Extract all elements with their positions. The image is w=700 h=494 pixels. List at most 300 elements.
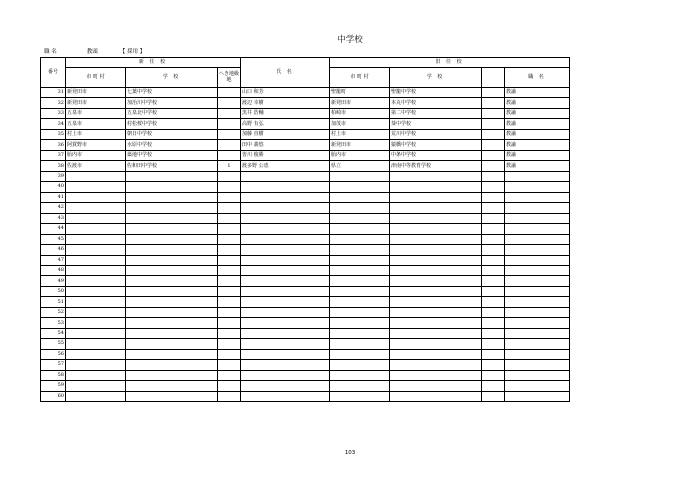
old-school-cell: 本丸中学校 bbox=[390, 98, 482, 108]
table-row bbox=[41, 171, 570, 181]
remote-cell bbox=[218, 328, 241, 338]
old-remote-cell bbox=[482, 150, 505, 160]
table-row bbox=[41, 108, 570, 118]
position-cell bbox=[505, 224, 570, 234]
new-school-cell bbox=[126, 203, 218, 213]
remote-cell: 1 bbox=[218, 161, 241, 171]
name-cell: 皆川 俊勝 bbox=[241, 150, 330, 160]
remote-cell bbox=[218, 349, 241, 359]
new-city-cell bbox=[66, 234, 126, 244]
old-remote-cell bbox=[482, 255, 505, 265]
remote-cell bbox=[218, 108, 241, 118]
old-remote-cell bbox=[482, 192, 505, 202]
old-city-cell: 聖籠町 bbox=[330, 88, 390, 98]
remote-cell bbox=[218, 119, 241, 129]
new-school-cell: 朝日中学校 bbox=[126, 129, 218, 139]
name-cell: 田中 義悠 bbox=[241, 140, 330, 150]
number-cell: 31 bbox=[41, 88, 66, 98]
old-school-cell bbox=[390, 182, 482, 192]
old-school-cell bbox=[390, 339, 482, 349]
old-remote-cell bbox=[482, 88, 505, 98]
header-row-1 bbox=[41, 58, 570, 68]
header-old-school: 旧 任 校 bbox=[330, 58, 570, 68]
table-row bbox=[41, 192, 570, 202]
old-city-cell: 柏崎市 bbox=[330, 108, 390, 118]
old-city-cell bbox=[330, 307, 390, 317]
header-old-remote-blank bbox=[482, 68, 505, 88]
table-row bbox=[41, 98, 570, 108]
new-school-cell bbox=[126, 360, 218, 370]
new-school-cell bbox=[126, 349, 218, 359]
position-cell bbox=[505, 255, 570, 265]
new-school-cell: 佐和田中学校 bbox=[126, 161, 218, 171]
number-cell: 52 bbox=[41, 307, 66, 317]
position-cell bbox=[505, 370, 570, 380]
old-city-cell bbox=[330, 297, 390, 307]
new-city-cell: 五泉市 bbox=[66, 108, 126, 118]
number-cell: 57 bbox=[41, 360, 66, 370]
old-remote-cell bbox=[482, 286, 505, 296]
new-city-cell: 佐渡市 bbox=[66, 161, 126, 171]
old-school-cell bbox=[390, 265, 482, 275]
remote-cell bbox=[218, 318, 241, 328]
old-city-cell bbox=[330, 213, 390, 223]
old-remote-cell bbox=[482, 140, 505, 150]
header-remote-area: へき地級地 bbox=[218, 68, 241, 88]
position-cell: 教諭 bbox=[505, 161, 570, 171]
remote-cell bbox=[218, 307, 241, 317]
old-city-cell bbox=[330, 255, 390, 265]
position-cell bbox=[505, 307, 570, 317]
page-title: 中学校 bbox=[337, 35, 363, 45]
name-cell bbox=[241, 349, 330, 359]
old-school-cell bbox=[390, 360, 482, 370]
old-school-cell: 猿橋中学校 bbox=[390, 140, 482, 150]
number-cell: 39 bbox=[41, 171, 66, 181]
position-cell: 教諭 bbox=[505, 119, 570, 129]
name-cell bbox=[241, 276, 330, 286]
new-city-cell bbox=[66, 328, 126, 338]
old-school-cell bbox=[390, 349, 482, 359]
number-cell: 59 bbox=[41, 381, 66, 391]
remote-cell bbox=[218, 370, 241, 380]
position-cell bbox=[505, 381, 570, 391]
old-remote-cell bbox=[482, 171, 505, 181]
new-school-cell bbox=[126, 265, 218, 275]
remote-cell bbox=[218, 140, 241, 150]
table-row bbox=[41, 318, 570, 328]
new-school-cell bbox=[126, 224, 218, 234]
number-cell: 47 bbox=[41, 255, 66, 265]
old-school-cell bbox=[390, 318, 482, 328]
old-city-cell: 県立 bbox=[330, 161, 390, 171]
old-school-cell bbox=[390, 381, 482, 391]
number-cell: 49 bbox=[41, 276, 66, 286]
number-cell: 53 bbox=[41, 318, 66, 328]
number-cell: 37 bbox=[41, 150, 66, 160]
old-remote-cell bbox=[482, 245, 505, 255]
old-city-cell bbox=[330, 192, 390, 202]
new-school-cell: 築地中学校 bbox=[126, 150, 218, 160]
table-row bbox=[41, 276, 570, 286]
remote-cell bbox=[218, 98, 241, 108]
new-school-cell: 加治川中学校 bbox=[126, 98, 218, 108]
old-remote-cell bbox=[482, 328, 505, 338]
old-city-cell: 村上市 bbox=[330, 129, 390, 139]
new-city-cell bbox=[66, 286, 126, 296]
table-row bbox=[41, 360, 570, 370]
old-remote-cell bbox=[482, 349, 505, 359]
old-school-cell bbox=[390, 203, 482, 213]
new-city-cell bbox=[66, 245, 126, 255]
old-city-cell bbox=[330, 182, 390, 192]
remote-cell bbox=[218, 150, 241, 160]
old-remote-cell bbox=[482, 276, 505, 286]
new-city-cell bbox=[66, 192, 126, 202]
name-cell: 黒井 浩輔 bbox=[241, 108, 330, 118]
remote-cell bbox=[218, 276, 241, 286]
name-cell bbox=[241, 234, 330, 244]
table-row bbox=[41, 370, 570, 380]
remote-cell bbox=[218, 88, 241, 98]
position-cell: 教諭 bbox=[505, 98, 570, 108]
old-school-cell bbox=[390, 297, 482, 307]
old-remote-cell bbox=[482, 98, 505, 108]
name-cell bbox=[241, 245, 330, 255]
old-city-cell bbox=[330, 224, 390, 234]
old-school-cell: 津南中等教育学校 bbox=[390, 161, 482, 171]
position-cell: 教諭 bbox=[505, 129, 570, 139]
old-remote-cell bbox=[482, 182, 505, 192]
old-city-cell bbox=[330, 234, 390, 244]
new-city-cell: 五泉市 bbox=[66, 119, 126, 129]
new-school-cell bbox=[126, 318, 218, 328]
old-school-cell bbox=[390, 370, 482, 380]
old-remote-cell bbox=[482, 213, 505, 223]
table-row bbox=[41, 203, 570, 213]
old-remote-cell bbox=[482, 265, 505, 275]
new-city-cell bbox=[66, 318, 126, 328]
name-cell: 渡辺 幸樹 bbox=[241, 98, 330, 108]
old-city-cell bbox=[330, 265, 390, 275]
number-cell: 45 bbox=[41, 234, 66, 244]
old-school-cell: 第二中学校 bbox=[390, 108, 482, 118]
old-school-cell bbox=[390, 234, 482, 244]
old-remote-cell bbox=[482, 297, 505, 307]
new-school-cell: 水原中学校 bbox=[126, 140, 218, 150]
new-city-cell bbox=[66, 307, 126, 317]
name-cell bbox=[241, 213, 330, 223]
position-cell: 教諭 bbox=[505, 150, 570, 160]
new-city-cell bbox=[66, 171, 126, 181]
old-school-cell bbox=[390, 328, 482, 338]
roster-body bbox=[41, 88, 570, 402]
new-city-cell: 胎内市 bbox=[66, 150, 126, 160]
new-school-cell: 村松桜中学校 bbox=[126, 119, 218, 129]
name-cell bbox=[241, 381, 330, 391]
old-school-cell bbox=[390, 224, 482, 234]
table-row bbox=[41, 245, 570, 255]
position-cell bbox=[505, 349, 570, 359]
position-cell: 教諭 bbox=[505, 88, 570, 98]
header-old-municipality: 市 町 村 bbox=[330, 68, 390, 88]
old-city-cell bbox=[330, 171, 390, 181]
header-old-school-name: 学 校 bbox=[390, 68, 482, 88]
name-cell bbox=[241, 370, 330, 380]
new-city-cell bbox=[66, 182, 126, 192]
remote-cell bbox=[218, 213, 241, 223]
old-school-cell bbox=[390, 276, 482, 286]
number-cell: 38 bbox=[41, 161, 66, 171]
number-cell: 51 bbox=[41, 297, 66, 307]
new-city-cell bbox=[66, 349, 126, 359]
table-row bbox=[41, 391, 570, 401]
old-city-cell: 新発田市 bbox=[330, 98, 390, 108]
old-city-cell bbox=[330, 381, 390, 391]
number-cell: 54 bbox=[41, 328, 66, 338]
new-school-cell bbox=[126, 297, 218, 307]
new-school-cell bbox=[126, 391, 218, 401]
old-remote-cell bbox=[482, 129, 505, 139]
old-city-cell bbox=[330, 203, 390, 213]
table-row bbox=[41, 213, 570, 223]
table-row bbox=[41, 255, 570, 265]
old-remote-cell bbox=[482, 391, 505, 401]
new-city-cell bbox=[66, 213, 126, 223]
name-cell bbox=[241, 328, 330, 338]
new-city-cell bbox=[66, 255, 126, 265]
position-cell bbox=[505, 339, 570, 349]
new-city-cell: 新発田市 bbox=[66, 88, 126, 98]
old-city-cell bbox=[330, 245, 390, 255]
new-city-cell bbox=[66, 339, 126, 349]
position-cell: 教諭 bbox=[505, 108, 570, 118]
old-school-cell bbox=[390, 255, 482, 265]
remote-cell bbox=[218, 391, 241, 401]
remote-cell bbox=[218, 234, 241, 244]
remote-cell bbox=[218, 182, 241, 192]
name-cell bbox=[241, 192, 330, 202]
old-city-cell bbox=[330, 276, 390, 286]
old-remote-cell bbox=[482, 161, 505, 171]
number-cell: 43 bbox=[41, 213, 66, 223]
name-cell bbox=[241, 265, 330, 275]
new-city-cell bbox=[66, 265, 126, 275]
old-remote-cell bbox=[482, 370, 505, 380]
job-title-label: 職 名 bbox=[44, 49, 57, 55]
new-school-cell bbox=[126, 213, 218, 223]
number-cell: 33 bbox=[41, 108, 66, 118]
number-cell: 40 bbox=[41, 182, 66, 192]
position-cell bbox=[505, 286, 570, 296]
old-school-cell bbox=[390, 245, 482, 255]
old-city-cell bbox=[330, 360, 390, 370]
number-cell: 41 bbox=[41, 192, 66, 202]
table-row bbox=[41, 182, 570, 192]
old-city-cell: 加茂市 bbox=[330, 119, 390, 129]
old-remote-cell bbox=[482, 381, 505, 391]
table-row bbox=[41, 88, 570, 98]
position-cell bbox=[505, 297, 570, 307]
remote-cell bbox=[218, 171, 241, 181]
new-school-cell: 五泉北中学校 bbox=[126, 108, 218, 118]
position-cell bbox=[505, 182, 570, 192]
position-cell: 教諭 bbox=[505, 140, 570, 150]
number-cell: 44 bbox=[41, 224, 66, 234]
new-school-cell bbox=[126, 307, 218, 317]
name-cell bbox=[241, 307, 330, 317]
table-row bbox=[41, 286, 570, 296]
old-remote-cell bbox=[482, 307, 505, 317]
new-school-cell bbox=[126, 255, 218, 265]
number-cell: 34 bbox=[41, 119, 66, 129]
new-city-cell: 村上市 bbox=[66, 129, 126, 139]
header-new-school-name: 学 校 bbox=[126, 68, 218, 88]
job-title-value: 教頭 bbox=[86, 49, 98, 55]
remote-cell bbox=[218, 339, 241, 349]
table-row bbox=[41, 265, 570, 275]
number-cell: 36 bbox=[41, 140, 66, 150]
new-city-cell bbox=[66, 203, 126, 213]
old-remote-cell bbox=[482, 318, 505, 328]
name-cell: 山口 和芳 bbox=[241, 88, 330, 98]
position-cell bbox=[505, 192, 570, 202]
old-remote-cell bbox=[482, 108, 505, 118]
number-cell: 35 bbox=[41, 129, 66, 139]
new-school-cell bbox=[126, 286, 218, 296]
name-cell bbox=[241, 339, 330, 349]
new-school-cell bbox=[126, 328, 218, 338]
name-cell: 渡多野 公恵 bbox=[241, 161, 330, 171]
name-cell bbox=[241, 203, 330, 213]
name-cell: 高野 有弘 bbox=[241, 119, 330, 129]
table-row bbox=[41, 129, 570, 139]
table-row bbox=[41, 297, 570, 307]
name-cell: 加藤 直樹 bbox=[241, 129, 330, 139]
old-remote-cell bbox=[482, 360, 505, 370]
old-city-cell bbox=[330, 339, 390, 349]
table-row bbox=[41, 328, 570, 338]
old-remote-cell bbox=[482, 119, 505, 129]
new-city-cell bbox=[66, 276, 126, 286]
number-cell: 46 bbox=[41, 245, 66, 255]
new-city-cell bbox=[66, 297, 126, 307]
position-cell bbox=[505, 213, 570, 223]
old-remote-cell bbox=[482, 339, 505, 349]
table-row bbox=[41, 150, 570, 160]
old-school-cell: 荒川中学校 bbox=[390, 129, 482, 139]
remote-cell bbox=[218, 255, 241, 265]
old-school-cell bbox=[390, 307, 482, 317]
table-row bbox=[41, 161, 570, 171]
number-cell: 58 bbox=[41, 370, 66, 380]
position-cell bbox=[505, 234, 570, 244]
new-city-cell bbox=[66, 381, 126, 391]
number-cell: 60 bbox=[41, 391, 66, 401]
old-school-cell: 聖籠中学校 bbox=[390, 88, 482, 98]
table-row bbox=[41, 234, 570, 244]
new-school-cell bbox=[126, 234, 218, 244]
number-cell: 42 bbox=[41, 203, 66, 213]
table-row bbox=[41, 307, 570, 317]
old-school-cell bbox=[390, 171, 482, 181]
table-row bbox=[41, 224, 570, 234]
old-remote-cell bbox=[482, 203, 505, 213]
new-city-cell: 阿賀野市 bbox=[66, 140, 126, 150]
new-school-cell bbox=[126, 339, 218, 349]
header-position: 職 名 bbox=[505, 68, 570, 88]
name-cell bbox=[241, 318, 330, 328]
position-cell bbox=[505, 203, 570, 213]
position-cell bbox=[505, 171, 570, 181]
name-cell bbox=[241, 224, 330, 234]
table-row bbox=[41, 381, 570, 391]
new-school-cell bbox=[126, 245, 218, 255]
remote-cell bbox=[218, 265, 241, 275]
number-cell: 32 bbox=[41, 98, 66, 108]
old-city-cell bbox=[330, 370, 390, 380]
number-cell: 48 bbox=[41, 265, 66, 275]
remote-cell bbox=[218, 203, 241, 213]
table-row bbox=[41, 349, 570, 359]
remote-cell bbox=[218, 286, 241, 296]
name-cell bbox=[241, 182, 330, 192]
new-school-cell bbox=[126, 182, 218, 192]
old-remote-cell bbox=[482, 224, 505, 234]
document-meta bbox=[44, 47, 145, 55]
header-number: 番号 bbox=[41, 58, 66, 88]
name-cell bbox=[241, 255, 330, 265]
old-school-cell: 葵中学校 bbox=[390, 119, 482, 129]
old-city-cell bbox=[330, 328, 390, 338]
new-school-cell bbox=[126, 370, 218, 380]
new-school-cell bbox=[126, 192, 218, 202]
remote-cell bbox=[218, 245, 241, 255]
remote-cell bbox=[218, 129, 241, 139]
name-cell bbox=[241, 297, 330, 307]
position-cell bbox=[505, 245, 570, 255]
header-name: 氏 名 bbox=[241, 58, 330, 88]
old-city-cell: 新発田市 bbox=[330, 140, 390, 150]
position-cell bbox=[505, 265, 570, 275]
name-cell bbox=[241, 171, 330, 181]
number-cell: 56 bbox=[41, 349, 66, 359]
old-school-cell bbox=[390, 213, 482, 223]
new-school-cell: 七葉中学校 bbox=[126, 88, 218, 98]
old-school-cell bbox=[390, 192, 482, 202]
old-city-cell bbox=[330, 349, 390, 359]
remote-cell bbox=[218, 224, 241, 234]
name-cell bbox=[241, 391, 330, 401]
header-new-school: 新 任 校 bbox=[66, 58, 241, 68]
remote-cell bbox=[218, 381, 241, 391]
new-school-cell bbox=[126, 171, 218, 181]
position-cell bbox=[505, 391, 570, 401]
remote-cell bbox=[218, 192, 241, 202]
old-remote-cell bbox=[482, 234, 505, 244]
name-cell bbox=[241, 286, 330, 296]
category-label: 【 採用 】 bbox=[119, 49, 146, 55]
new-school-cell bbox=[126, 381, 218, 391]
table-row bbox=[41, 140, 570, 150]
old-city-cell: 胎内市 bbox=[330, 150, 390, 160]
position-cell bbox=[505, 318, 570, 328]
new-city-cell: 新発田市 bbox=[66, 98, 126, 108]
old-city-cell bbox=[330, 391, 390, 401]
remote-cell bbox=[218, 360, 241, 370]
position-cell bbox=[505, 360, 570, 370]
new-city-cell bbox=[66, 391, 126, 401]
